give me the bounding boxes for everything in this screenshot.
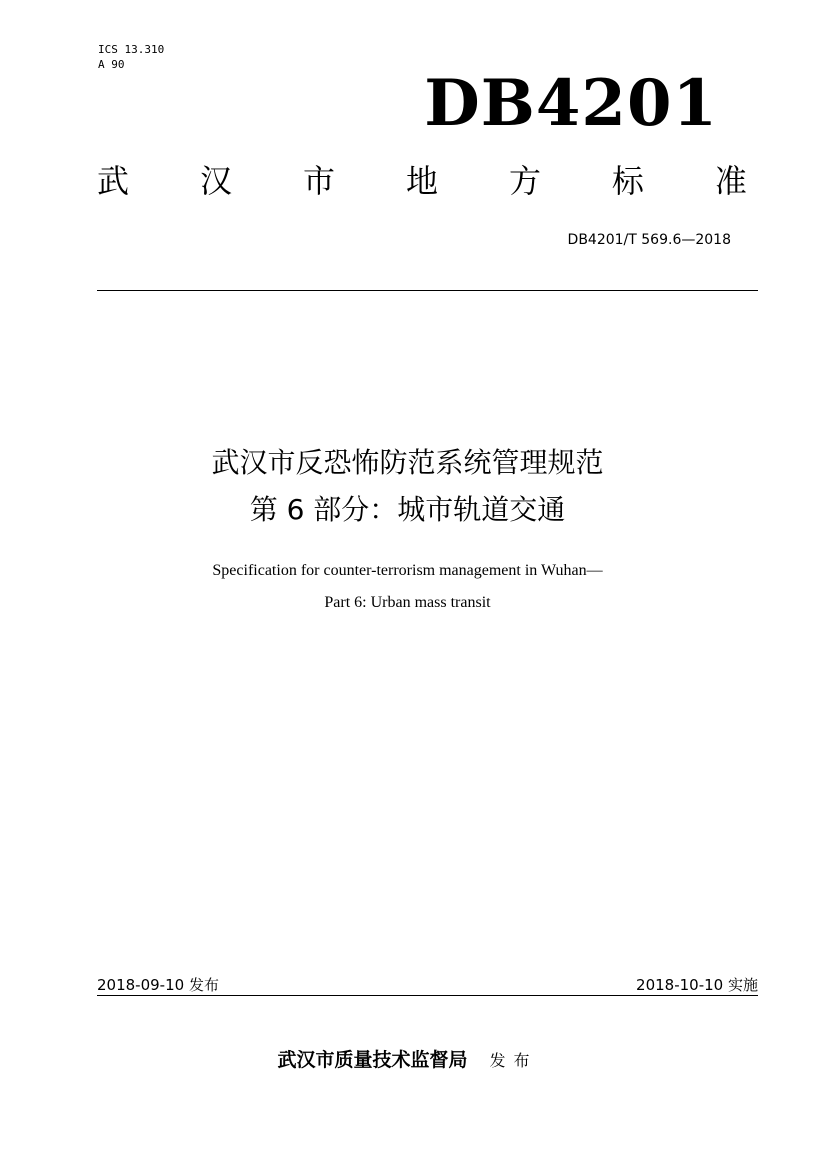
standard-type (97, 156, 747, 206)
issue-date: 2018-09-10 发布 (97, 976, 219, 994)
publisher (0, 1045, 815, 1076)
title-cn-line1: 武汉市反恐怖防范系统管理规范 (211, 446, 604, 479)
title-en-line2: Part 6: Urban mass transit (324, 594, 491, 611)
standard-type-char: 方 (508, 162, 541, 200)
header-divider (97, 290, 758, 291)
ccs-code: A 90 (98, 58, 125, 71)
title-cn-line2: 第 6 部分：城市轨道交通 (249, 493, 566, 526)
title-en-line1: Specification for counter-terrorism management in Wuhan— (212, 562, 603, 579)
footer-divider (97, 995, 758, 996)
standard-type-char: 准 (714, 162, 747, 200)
standard-type-char: 地 (405, 162, 438, 200)
implement-date: 2018-10-10 实施 (636, 976, 758, 994)
db-code-logo: DB4201 (424, 66, 718, 141)
standard-type-char: 汉 (199, 162, 232, 200)
standard-type-char: 武 (97, 162, 130, 200)
publisher-name: 武汉市质量技术监督局 (277, 1049, 468, 1071)
standard-type-char: 市 (302, 162, 335, 200)
ics-code: ICS 13.310 (98, 43, 165, 56)
publisher-action: 发布 (489, 1051, 538, 1070)
classification-codes (98, 42, 164, 72)
standard-number: DB4201/T 569.6—2018 (567, 232, 731, 248)
standard-type-char: 标 (611, 162, 644, 200)
